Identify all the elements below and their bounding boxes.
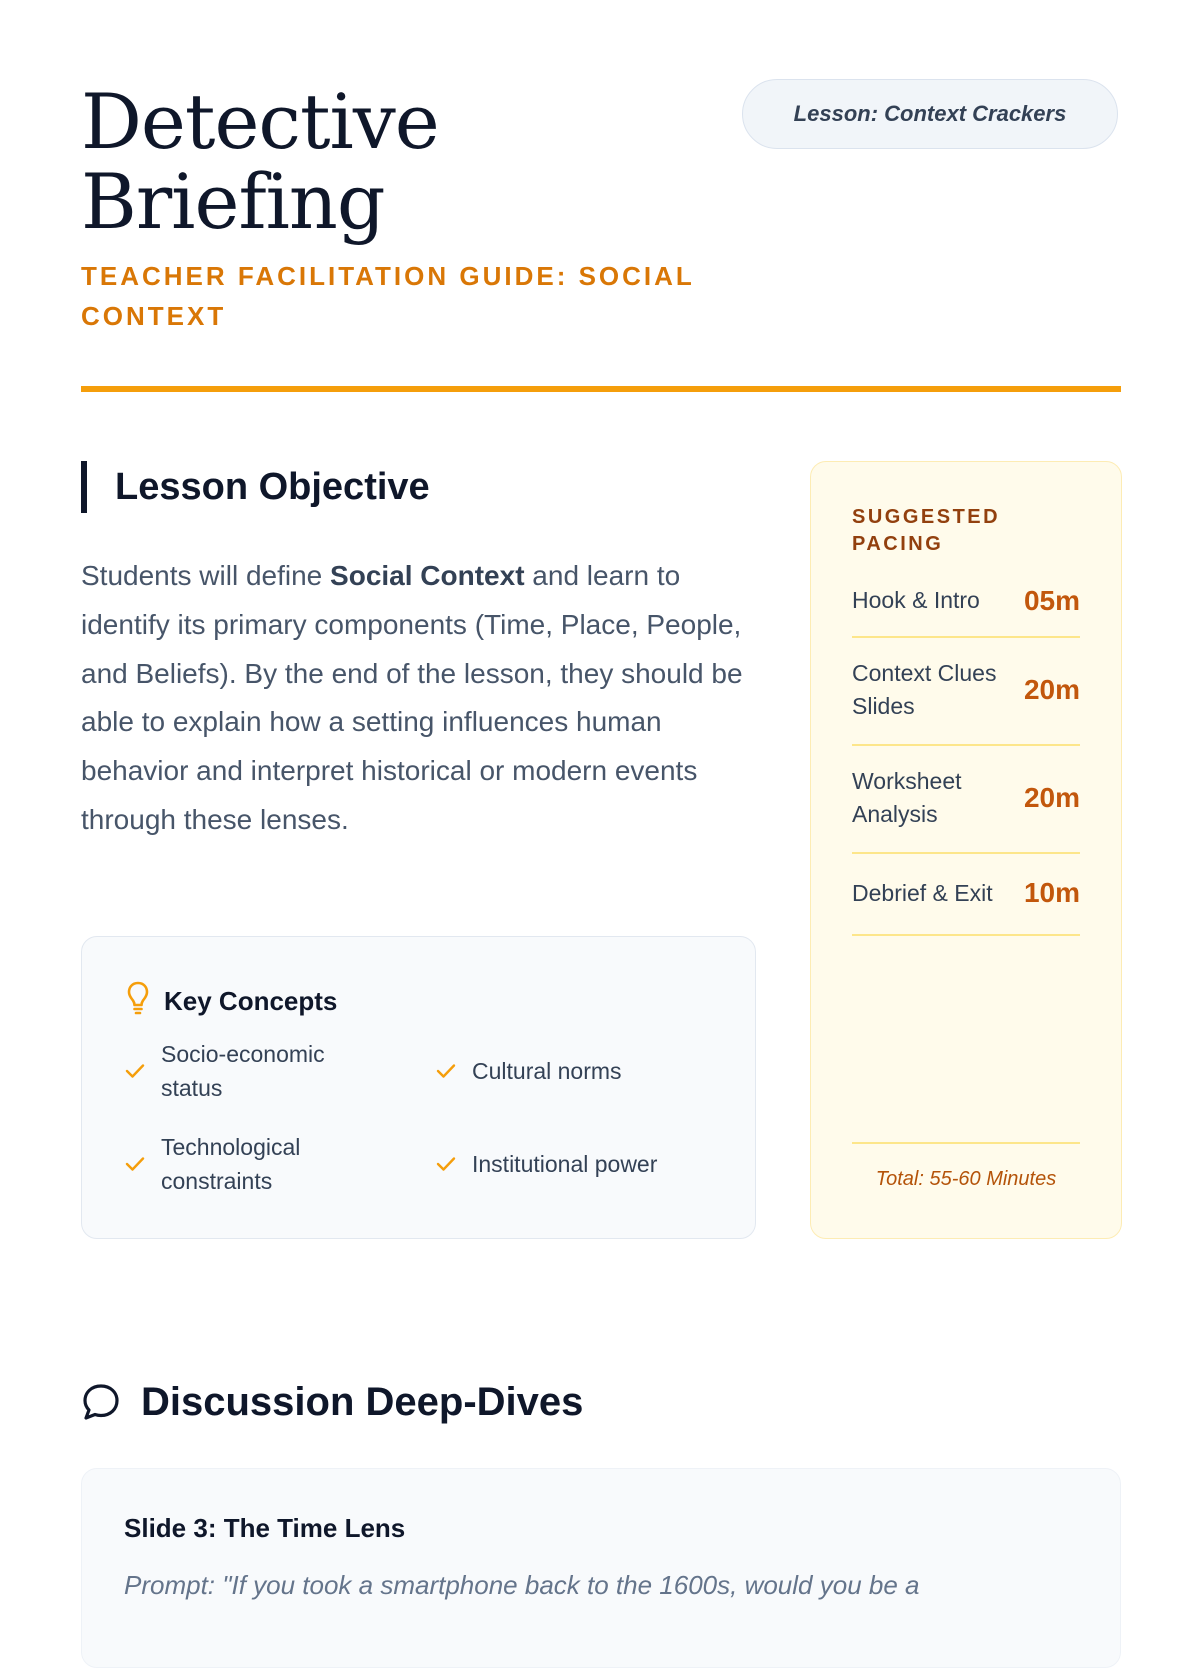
check-icon bbox=[125, 1063, 145, 1079]
discussion-heading bbox=[81, 1373, 583, 1431]
lightbulb-icon bbox=[126, 981, 150, 1022]
header-divider bbox=[81, 386, 1121, 392]
key-concept-label: Cultural norms bbox=[472, 1058, 622, 1084]
page-title bbox=[81, 77, 439, 246]
objective-heading: Lesson Objective bbox=[81, 461, 430, 513]
check-icon bbox=[436, 1063, 456, 1079]
pacing-total: Total: 55-60 Minutes bbox=[875, 1168, 1057, 1190]
key-concepts-card bbox=[81, 936, 756, 1239]
pacing-row-label: Context Clues Slides bbox=[852, 660, 997, 719]
key-concepts-title: Key Concepts bbox=[164, 985, 338, 1016]
page-title-line1: Detective bbox=[81, 77, 439, 166]
key-concept-item bbox=[125, 1037, 365, 1105]
pacing-row-time: 05m bbox=[1023, 584, 1080, 616]
pacing-title: SUGGESTED PACING bbox=[852, 506, 1001, 555]
key-concept-item bbox=[125, 1130, 365, 1198]
discussion-heading-text: Discussion Deep-Dives bbox=[141, 1379, 584, 1424]
pacing-row bbox=[852, 636, 1080, 746]
chat-bubble-icon bbox=[81, 1382, 121, 1422]
objective-text-before: Students will define bbox=[81, 560, 331, 591]
key-concepts-header bbox=[126, 981, 337, 1021]
key-concept-label: Socio-economic status bbox=[161, 1041, 325, 1101]
pacing-divider bbox=[852, 1142, 1080, 1144]
objective-text bbox=[81, 552, 761, 845]
objective-text-after: and learn to identify its primary components (Time, Place, People, and Beliefs). By the end of the lesson, they should be able to explain how a setting influences human behavior and interpret historical or modern events through these lenses. bbox=[81, 560, 743, 835]
pacing-row-label: Hook & Intro bbox=[852, 587, 980, 613]
key-concept-item bbox=[436, 1037, 726, 1105]
pacing-row-label: Debrief & Exit bbox=[852, 879, 993, 906]
key-concept-label: Institutional power bbox=[472, 1151, 658, 1177]
pacing-row-time: 20m bbox=[1023, 674, 1080, 705]
key-concept-label: Technological constraints bbox=[161, 1134, 301, 1194]
pacing-row bbox=[852, 565, 1080, 638]
check-icon bbox=[436, 1156, 456, 1172]
pacing-row-time: 10m bbox=[1023, 877, 1080, 908]
lesson-badge: Lesson: Context Crackers bbox=[742, 79, 1118, 149]
pacing-row bbox=[852, 744, 1080, 854]
pacing-row-time: 20m bbox=[1023, 782, 1080, 813]
slide-prompt: Prompt: "If you took a smartphone back to the 1600s, would you be a bbox=[124, 1570, 920, 1600]
pacing-row bbox=[852, 852, 1080, 936]
pacing-row-label: Worksheet Analysis bbox=[852, 768, 962, 827]
check-icon bbox=[125, 1156, 145, 1172]
key-concept-item bbox=[436, 1130, 726, 1198]
page-title-line2: Briefing bbox=[81, 157, 385, 246]
slide-title: Slide 3: The Time Lens bbox=[124, 1513, 406, 1543]
discussion-slide-card bbox=[81, 1468, 1121, 1668]
objective-text-bold: Social Context bbox=[330, 560, 525, 591]
pacing-card bbox=[810, 461, 1122, 1239]
page-subtitle: TEACHER FACILITATION GUIDE: SOCIAL CONTEXT bbox=[81, 261, 695, 331]
